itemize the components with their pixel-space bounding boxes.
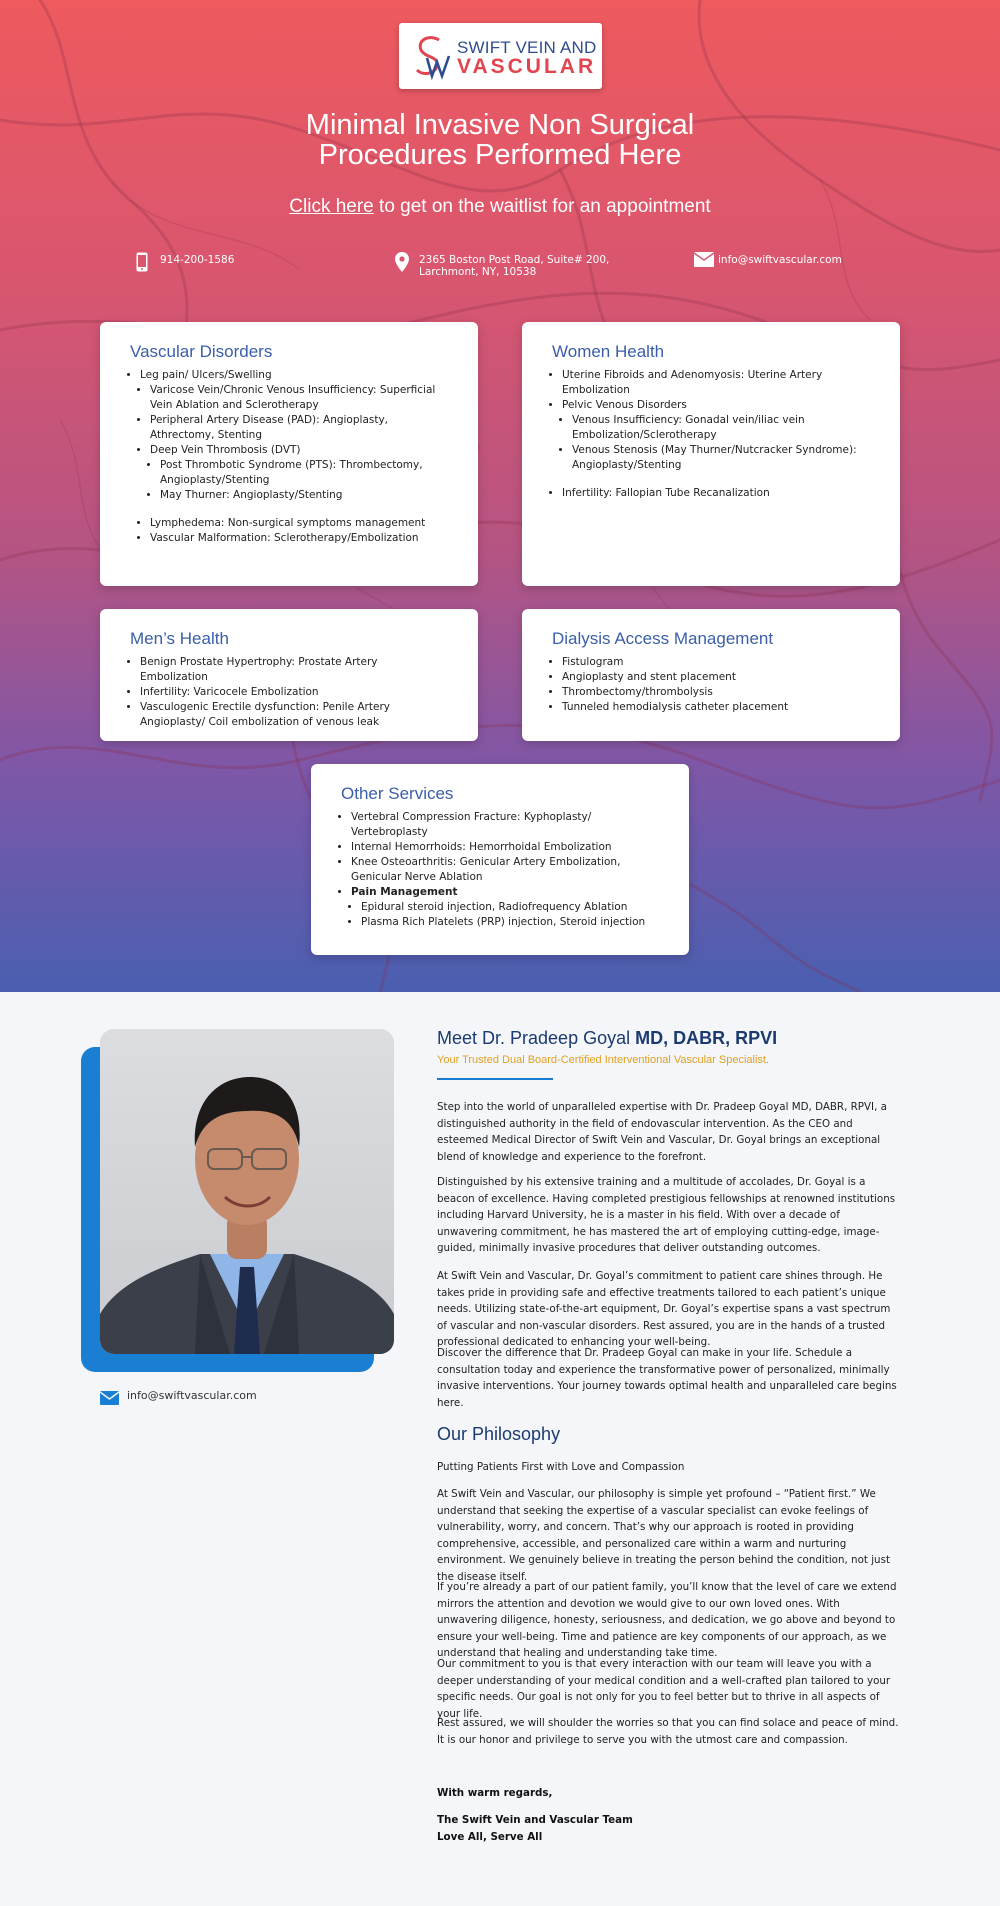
philosophy-paragraph: If you’re already a part of our patient family, you’ll know that the level of care we extend mirrors the attention and devotion we would give to our own loved ones. With unwavering diligence, honesty, seriousness, and dedication, we go above and beyond to ensure your well-being. Time and patience are key components of our approach, as we understand that healing and understanding take time.	[437, 1581, 897, 1660]
heading-divider	[437, 1078, 553, 1080]
doctor-email-contact[interactable]	[100, 1388, 360, 1408]
list-item: • Benign Prostate Hypertrophy: Prostate Artery Embolization	[140, 655, 448, 685]
service-list	[341, 810, 659, 930]
service-list	[552, 368, 870, 501]
sw-monogram-icon	[409, 32, 455, 80]
list-item: • Vascular Malformation: Sclerotherapy/Embolization	[150, 531, 448, 546]
contact-phone[interactable]	[136, 252, 336, 276]
list-item: • Varicose Vein/Chronic Venous Insufficiency: Superficial Vein Ablation and Sclerotherapy	[150, 383, 448, 413]
card-dialysis-access	[522, 609, 900, 741]
list-item: • Uterine Fibroids and Adenomyosis: Uterine Artery Embolization	[562, 368, 870, 398]
doctor-name: Meet Dr. Pradeep Goyal	[437, 1028, 636, 1048]
card-title: Women Health	[552, 342, 665, 361]
service-list	[552, 655, 870, 715]
bio-paragraph: Step into the world of unparalleled expertise with Dr. Pradeep Goyal MD, DABR, RPVI, a distinguished authority in the field of endovascular intervention. As the CEO and esteemed Medical Director of Swift Vein and Vascular, Dr. Goyal brings an exceptional blend of knowledge and experience to the forefront.	[437, 1101, 887, 1163]
list-item: • Knee Osteoarthritis: Genicular Artery Embolization, Genicular Nerve Ablation	[351, 855, 659, 885]
logo-text-top: SWIFT VEIN AND	[457, 38, 597, 57]
address-line2: Larchmont, NY, 10538	[419, 266, 537, 278]
philosophy-paragraph: Our commitment to you is that every interaction with our team will leave you with a deeper understanding of your medical condition and a well-crafted plan tailored to your specific needs. Our goal is not only for you to feel better but to thrive in all aspects of your life.	[437, 1658, 891, 1720]
hero-title	[200, 110, 800, 170]
list-item: • Plasma Rich Platelets (PRP) injection, Steroid injection	[361, 915, 659, 930]
contact-email[interactable]	[694, 252, 894, 276]
logo-text-bottom: VASCULAR	[457, 55, 597, 78]
hero-title-line2: Procedures Performed Here	[318, 139, 682, 171]
card-other-services	[311, 764, 689, 955]
philosophy-paragraph: At Swift Vein and Vascular, our philosophy is simple yet profound – “Patient first.” We understand that seeking the expertise of a vascular specialist can evoke feelings of vulnerability, worry, and concern. That’s why our approach is rooted in providing comprehensive, accessible, and personalized care within a warm and nurturing environment. We genuinely believe in treating the person behind the condition, not just the disease itself.	[437, 1488, 890, 1583]
list-item: • Internal Hemorrhoids: Hemorrhoidal Embolization	[351, 840, 659, 855]
envelope-icon	[694, 252, 714, 267]
list-item: • Epidural steroid injection, Radiofrequency Ablation	[361, 900, 659, 915]
map-pin-icon	[395, 252, 409, 272]
waitlist-text: to get on the waitlist for an appointment	[373, 196, 711, 217]
hero-title-line1: Minimal Invasive Non Surgical	[305, 109, 695, 141]
list-item: • Lymphedema: Non-surgical symptoms management	[150, 516, 448, 531]
list-item: • Post Thrombotic Syndrome (PTS): Thrombectomy, Angioplasty/Stenting	[160, 458, 448, 488]
address-line1: 2365 Boston Post Road, Suite# 200,	[419, 254, 610, 266]
sign-off-team: The Swift Vein and Vascular Team	[437, 1814, 633, 1826]
envelope-icon	[100, 1391, 119, 1405]
list-item: • Venous Stenosis (May Thurner/Nutcracker Syndrome): Angioplasty/Stenting	[572, 443, 870, 473]
card-title: Men’s Health	[130, 629, 229, 648]
card-title: Other Services	[341, 784, 454, 803]
card-vascular-disorders	[100, 322, 478, 586]
phone-number: 914-200-1586	[160, 254, 235, 266]
list-item: • Venous Insufficiency: Gonadal vein/iliac vein Embolization/Sclerotherapy	[572, 413, 870, 443]
waitlist-cta	[200, 196, 800, 218]
waitlist-link[interactable]: Click here	[289, 196, 374, 217]
sign-off-regards: With warm regards,	[437, 1787, 553, 1799]
phone-icon	[136, 252, 148, 272]
doctor-portrait	[100, 1029, 394, 1354]
list-item: • Infertility: Fallopian Tube Recanalization	[562, 486, 870, 501]
list-item-heading: • Pain Management	[351, 885, 659, 900]
doctor-email: info@swiftvascular.com	[127, 1389, 257, 1402]
list-item: • Angioplasty and stent placement	[562, 670, 870, 685]
service-list	[130, 655, 448, 730]
list-item: • Pelvic Venous Disorders	[562, 398, 870, 413]
card-title: Vascular Disorders	[130, 342, 273, 361]
bio-paragraph: At Swift Vein and Vascular, Dr. Goyal’s commitment to patient care shines through. He takes pride in providing safe and effective treatments tailored to each patient’s unique needs. Utilizing state-of-the-art equipment, Dr. Goyal’s expertise spans a vast spectrum of vascular and non-vascular disorders. Rest assured, you are in the hands of a trusted professional dedicated to enhancing your well-being.	[437, 1270, 891, 1349]
email-address: info@swiftvascular.com	[718, 254, 842, 266]
doctor-credentials: MD, DABR, RPVI	[635, 1028, 778, 1048]
list-item: • Thrombectomy/thrombolysis	[562, 685, 870, 700]
list-item: • Leg pain/ Ulcers/Swelling	[140, 368, 448, 383]
card-mens-health	[100, 609, 478, 741]
bio-paragraph: Distinguished by his extensive training and a multitude of accolades, Dr. Goyal is a beacon of excellence. Having completed prestigious fellowships at renowned institutions including Harvard University, he is a master in his field. With over a decade of unwavering commitment, he has mastered the art of employing cutting-edge, image-guided, minimally invasive procedures that deliver outstanding outcomes.	[437, 1176, 896, 1255]
list-item: • Fistulogram	[562, 655, 870, 670]
sign-off-motto: Love All, Serve All	[437, 1831, 543, 1843]
list-item: • Infertility: Varicocele Embolization	[140, 685, 448, 700]
list-item: • Peripheral Artery Disease (PAD): Angioplasty, Athrectomy, Stenting	[150, 413, 448, 443]
contact-address[interactable]	[395, 252, 635, 276]
list-item: • Deep Vein Thrombosis (DVT)	[150, 443, 448, 458]
address-text	[419, 254, 609, 278]
philosophy-title: Our Philosophy	[437, 1424, 561, 1444]
philosophy-paragraph: Rest assured, we will shoulder the worries so that you can find solace and peace of mind. It is our honor and privilege to serve you with the utmost care and compassion.	[437, 1717, 899, 1746]
bio-paragraph: Discover the difference that Dr. Pradeep Goyal can make in your life. Schedule a consultation today and experience the transformative power of personalized, minimally invasive interventions. Your journey towards optimal health and unparalleled care begins here.	[437, 1347, 897, 1409]
doctor-heading	[437, 1028, 777, 1049]
portrait-illustration	[100, 1029, 394, 1354]
card-title: Dialysis Access Management	[552, 629, 774, 648]
list-item: • Tunneled hemodialysis catheter placement	[562, 700, 870, 715]
brand-logo[interactable]	[399, 23, 602, 89]
list-item: • May Thurner: Angioplasty/Stenting	[160, 488, 448, 503]
list-item: • Vertebral Compression Fracture: Kyphoplasty/ Vertebroplasty	[351, 810, 659, 840]
list-item: • Vasculogenic Erectile dysfunction: Penile Artery Angioplasty/ Coil embolization of venous leak	[140, 700, 448, 730]
service-list	[130, 368, 448, 546]
doctor-tagline: Your Trusted Dual Board-Certified Interventional Vascular Specialist.	[437, 1054, 770, 1066]
philosophy-subtitle: Putting Patients First with Love and Compassion	[437, 1461, 685, 1473]
card-women-health	[522, 322, 900, 586]
